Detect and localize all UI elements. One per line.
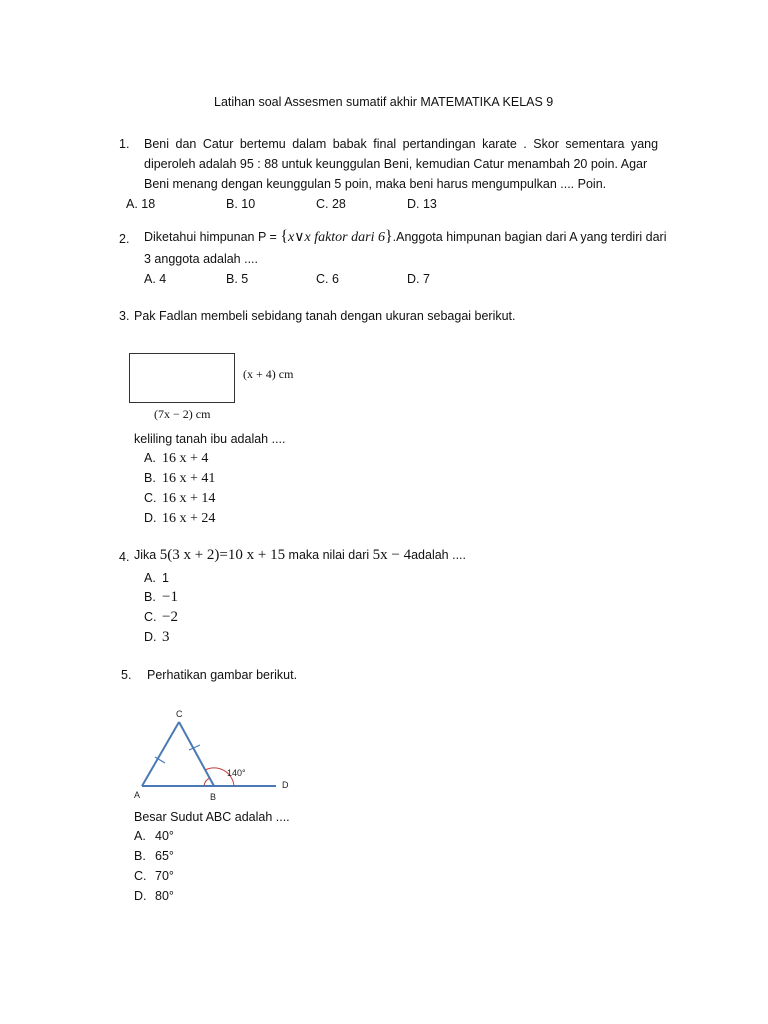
equation: 5(3 x + 2)=10 x + 15: [159, 547, 286, 563]
question-text-line: Besar Sudut ABC adalah ....: [134, 810, 290, 824]
side-ac: [142, 722, 179, 786]
label-d: D: [282, 780, 289, 790]
question-text-line: Perhatikan gambar berikut.: [147, 668, 298, 682]
option-b: [144, 588, 178, 606]
question-number: 3.: [119, 309, 130, 323]
set-close-brace: }: [384, 228, 393, 245]
question-text-line: diperoleh adalah 95 : 88 untuk keunggulan Beni, kemudian Catur menambah 20 poin. Agar: [144, 157, 648, 171]
option-value: 65°: [155, 849, 174, 863]
option-b: [144, 469, 215, 487]
question-text: Diketahui himpunan P =: [144, 230, 281, 244]
page-title: Latihan soal Assesmen sumatif akhir MATEMATIKA KELAS 9: [214, 95, 554, 109]
option-c: [134, 867, 174, 885]
option-c: C. 6: [316, 272, 339, 286]
angle-arc-inner: [204, 778, 210, 786]
question-text-line: Beni dan Catur bertemu dalam babak final pertandingan karate . Skor sementara yang: [144, 137, 659, 151]
question-text: .Anggota himpunan bagian dari A yang terdiri dari: [392, 230, 667, 244]
question-number: 2.: [119, 232, 130, 246]
option-letter: B.: [134, 849, 146, 863]
question-text-line: Pak Fadlan membeli sebidang tanah dengan ukuran sebagai berikut.: [134, 309, 516, 323]
set-expression: x∨x faktor dari 6: [288, 230, 385, 245]
option-letter: A.: [144, 451, 156, 465]
question-text-line: [144, 229, 666, 246]
option-letter: D.: [134, 889, 147, 903]
expression: 5x − 4: [372, 547, 412, 563]
option-value: 40°: [155, 829, 174, 843]
option-expression: 16 x + 14: [162, 491, 216, 506]
option-b: B. 10: [226, 197, 256, 211]
option-value: 1: [162, 571, 169, 585]
option-letter: C.: [144, 610, 157, 624]
side-cb: [179, 722, 214, 786]
option-a: [144, 569, 169, 587]
question-text-line: Beni menang dengan keunggulan 5 poin, maka beni harus mengumpulkan .... Poin.: [144, 177, 607, 191]
option-letter: D.: [144, 630, 157, 644]
option-expression: 16 x + 4: [162, 451, 209, 466]
question-text: Jika: [134, 548, 160, 562]
width-label: (7x − 2) cm: [154, 407, 211, 421]
option-value: 80°: [155, 889, 174, 903]
option-c: C. 28: [316, 197, 346, 211]
question-number: 5.: [121, 668, 132, 682]
set-open-brace: {: [280, 228, 289, 245]
land-diagram: [126, 350, 306, 425]
option-letter: A.: [144, 571, 156, 585]
question-number: 4.: [119, 550, 130, 564]
option-letter: A.: [134, 829, 146, 843]
height-label: (x + 4) cm: [243, 367, 294, 381]
option-letter: C.: [134, 869, 147, 883]
option-expression: 16 x + 24: [162, 511, 216, 526]
option-a: [134, 827, 174, 845]
option-value: −1: [162, 589, 178, 605]
angle-label: 140°: [227, 768, 246, 778]
option-value: 70°: [155, 869, 174, 883]
option-a: A. 4: [144, 272, 167, 286]
option-letter: D.: [144, 511, 157, 525]
option-b: B. 5: [226, 272, 249, 286]
option-d: [134, 887, 174, 905]
label-b: B: [210, 792, 217, 802]
option-a: [144, 449, 208, 467]
question-text-line: [134, 546, 466, 564]
option-b: [134, 847, 174, 865]
option-letter: B.: [144, 471, 156, 485]
option-c: [144, 608, 178, 626]
option-d: [144, 509, 215, 527]
question-number: 1.: [119, 137, 130, 151]
question-text-line: 3 anggota adalah ....: [144, 252, 258, 266]
option-a: A. 18: [126, 197, 156, 211]
option-d: [144, 628, 170, 646]
option-value: 3: [162, 629, 170, 645]
option-letter: C.: [144, 491, 157, 505]
question-text: adalah ....: [411, 548, 466, 562]
label-a: A: [134, 790, 141, 800]
option-d: D. 7: [407, 272, 430, 286]
option-d: D. 13: [407, 197, 437, 211]
question-text-line: keliling tanah ibu adalah ....: [134, 432, 286, 446]
option-expression: 16 x + 41: [162, 471, 216, 486]
triangle-diagram: [128, 705, 318, 810]
option-letter: B.: [144, 590, 156, 604]
label-c: C: [176, 709, 183, 719]
question-text: maka nilai dari: [285, 548, 373, 562]
option-value: −2: [162, 609, 178, 625]
option-c: [144, 489, 215, 507]
land-rectangle: [129, 353, 235, 403]
